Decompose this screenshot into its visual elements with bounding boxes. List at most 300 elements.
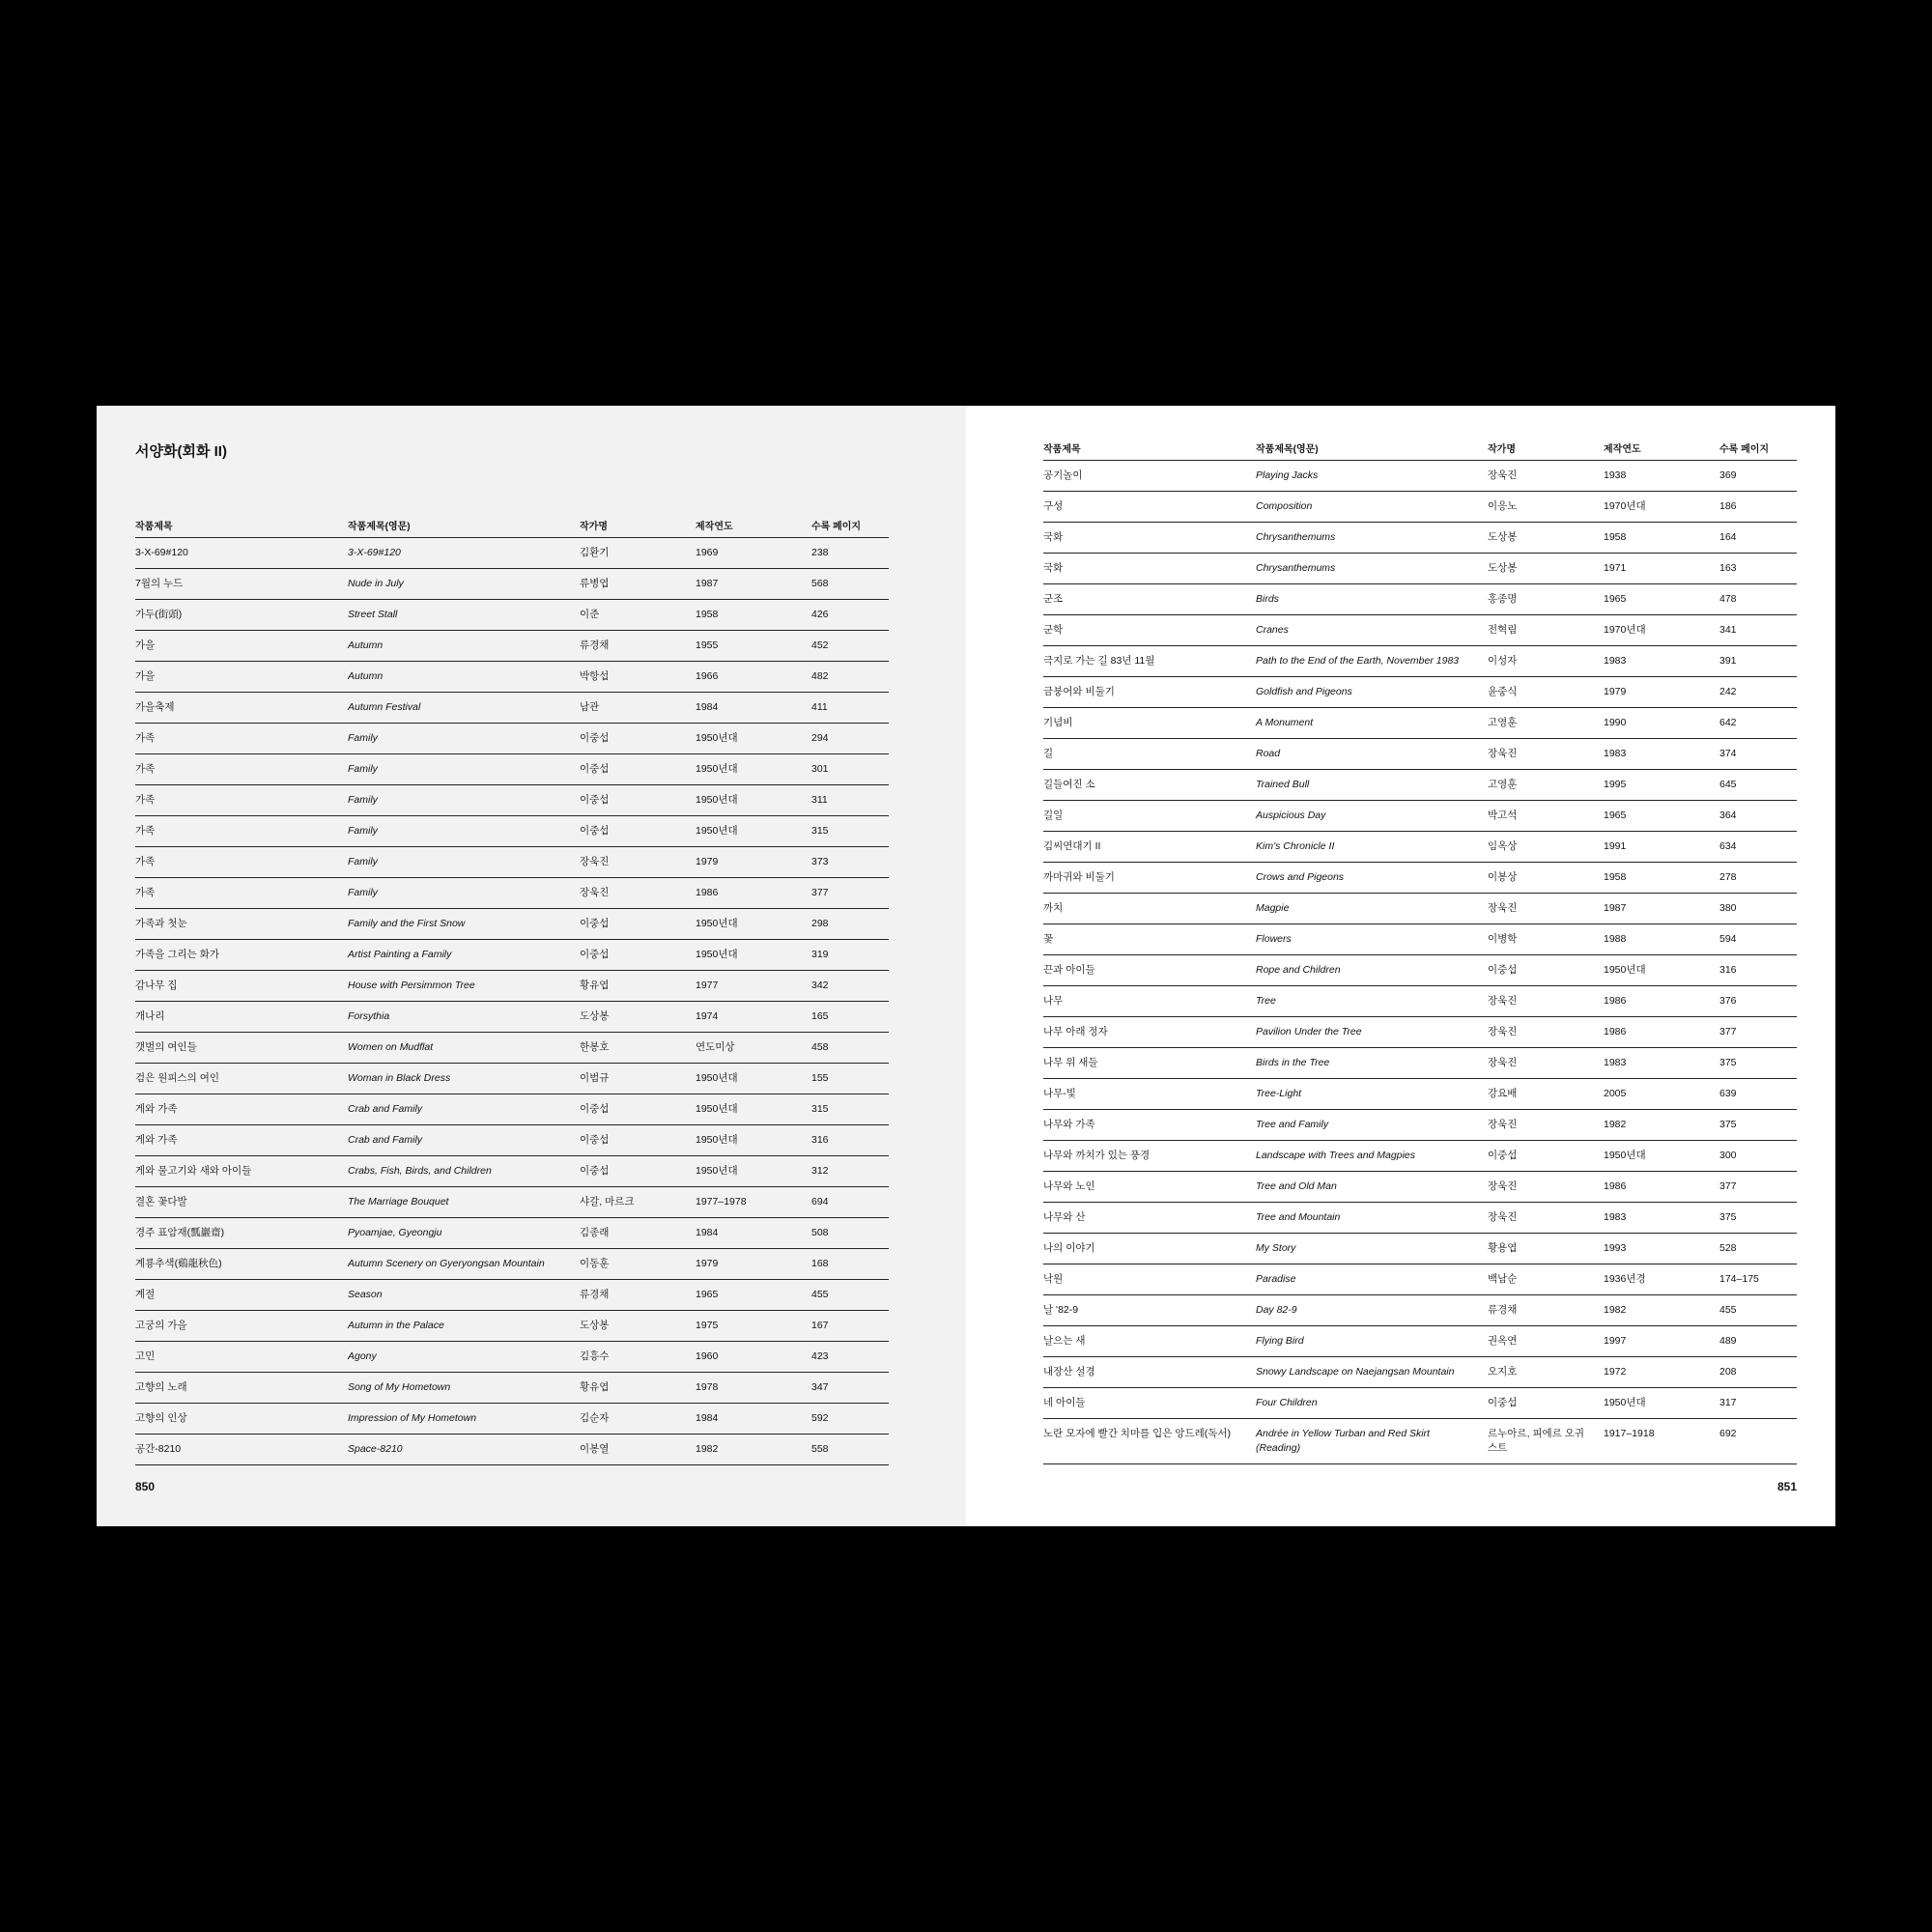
title-ko-cell: 나무 위 새들 [1043,1048,1256,1079]
title-en-cell: Nude in July [348,569,580,600]
table-row [135,1342,889,1373]
page-cell: 167 [811,1311,889,1342]
page-cell: 278 [1719,863,1797,894]
artist-cell: 이중섭 [1488,955,1604,986]
title-en-cell: Street Stall [348,600,580,631]
table-row [135,1156,889,1187]
table-row [1043,1357,1797,1388]
section-title: 서양화(회화 II) [135,443,227,460]
title-en-cell: Goldfish and Pigeons [1256,677,1488,708]
table-body-right [1043,461,1797,1464]
table-row [1043,1048,1797,1079]
year-cell: 1969 [696,538,811,569]
artist-cell: 김흥수 [580,1342,696,1373]
title-ko-cell: 길 [1043,739,1256,770]
year-cell: 1950년대 [696,754,811,785]
page-cell: 645 [1719,770,1797,801]
artist-cell: 류경채 [580,631,696,662]
artist-cell: 장욱진 [1488,894,1604,924]
page-cell: 426 [811,600,889,631]
artist-cell: 장욱진 [580,847,696,878]
artist-cell: 김환기 [580,538,696,569]
artist-cell: 고영훈 [1488,708,1604,739]
table-row [1043,1388,1797,1419]
title-ko-cell: 가족을 그리는 화가 [135,940,348,971]
page-cell: 452 [811,631,889,662]
artist-cell: 도상봉 [1488,523,1604,554]
year-cell: 1970년대 [1604,492,1719,523]
artist-cell: 도상봉 [1488,554,1604,584]
artist-cell: 전혁림 [1488,615,1604,646]
table-row [1043,492,1797,523]
table-row [135,847,889,878]
page-cell: 164 [1719,523,1797,554]
year-cell: 1958 [1604,863,1719,894]
table-row [135,600,889,631]
page-number-left: 850 [135,1480,156,1493]
year-cell: 1979 [696,1249,811,1280]
header-title-ko: 작품제목 [1043,435,1256,461]
page-cell: 315 [811,1094,889,1125]
page-cell: 155 [811,1064,889,1094]
header-page: 수록 페이지 [1719,435,1797,461]
title-ko-cell: 게와 가족 [135,1125,348,1156]
artist-cell: 장욱진 [580,878,696,909]
artist-cell: 이중섭 [580,909,696,940]
title-ko-cell: 나무 [1043,986,1256,1017]
page-cell: 568 [811,569,889,600]
artist-cell: 이중섭 [580,940,696,971]
title-ko-cell: 검은 원피스의 여인 [135,1064,348,1094]
table-row [1043,646,1797,677]
title-en-cell: Autumn [348,631,580,662]
year-cell: 1986 [1604,1017,1719,1048]
title-ko-cell: 가족 [135,816,348,847]
artist-cell: 이중섭 [580,1125,696,1156]
title-en-cell: Crabs, Fish, Birds, and Children [348,1156,580,1187]
page-cell: 341 [1719,615,1797,646]
table-row [135,754,889,785]
artist-cell: 강요배 [1488,1079,1604,1110]
artist-cell: 남관 [580,693,696,724]
year-cell: 1950년대 [696,724,811,754]
title-ko-cell: 경주 표암재(瓢巖齋) [135,1218,348,1249]
year-cell: 1950년대 [696,785,811,816]
artist-cell: 이중섭 [1488,1141,1604,1172]
title-ko-cell: 구성 [1043,492,1256,523]
year-cell: 1965 [696,1280,811,1311]
table-row [1043,461,1797,492]
title-en-cell: Space-8210 [348,1435,580,1465]
title-ko-cell: 고궁의 가을 [135,1311,348,1342]
page-cell: 528 [1719,1234,1797,1264]
title-en-cell: Andrée in Yellow Turban and Red Skirt (Reading) [1256,1419,1488,1464]
table-row [1043,894,1797,924]
table-body-left [135,538,889,1465]
page-cell: 634 [1719,832,1797,863]
page-cell: 375 [1719,1048,1797,1079]
artist-cell: 샤갈, 마르크 [580,1187,696,1218]
title-en-cell: Forsythia [348,1002,580,1033]
title-ko-cell: 노란 모자에 빨간 치마를 입은 앙드레(독서) [1043,1419,1256,1464]
artist-cell: 이중섭 [580,754,696,785]
title-en-cell: Family [348,847,580,878]
year-cell: 1972 [1604,1357,1719,1388]
title-ko-cell: 계절 [135,1280,348,1311]
title-ko-cell: 가을 [135,631,348,662]
title-ko-cell: 군조 [1043,584,1256,615]
artist-cell: 장욱진 [1488,461,1604,492]
title-en-cell: Pyoamjae, Gyeongju [348,1218,580,1249]
title-en-cell: Family [348,785,580,816]
title-en-cell: Playing Jacks [1256,461,1488,492]
title-en-cell: Kim's Chronicle II [1256,832,1488,863]
page-cell: 316 [811,1125,889,1156]
artist-cell: 류병엽 [580,569,696,600]
year-cell: 1986 [696,878,811,909]
artwork-index-table-right [1043,435,1797,1464]
page-cell: 391 [1719,646,1797,677]
page-cell: 694 [811,1187,889,1218]
title-ko-cell: 기념비 [1043,708,1256,739]
title-ko-cell: 날으는 새 [1043,1326,1256,1357]
table-row [1043,863,1797,894]
page-cell: 165 [811,1002,889,1033]
year-cell: 1987 [696,569,811,600]
table-row [1043,1203,1797,1234]
page-cell: 373 [811,847,889,878]
title-ko-cell: 내장산 설경 [1043,1357,1256,1388]
page-cell: 238 [811,538,889,569]
year-cell: 1990 [1604,708,1719,739]
year-cell: 1984 [696,1404,811,1435]
artist-cell: 윤중식 [1488,677,1604,708]
header-title-en: 작품제목(영문) [348,512,580,538]
page-cell: 317 [1719,1388,1797,1419]
title-en-cell: Woman in Black Dress [348,1064,580,1094]
table-row [1043,1234,1797,1264]
year-cell: 연도미상 [696,1033,811,1064]
page-number-right: 851 [1776,1480,1797,1493]
year-cell: 1995 [1604,770,1719,801]
artwork-index-table-left [135,512,889,1465]
title-en-cell: Road [1256,739,1488,770]
page-cell: 458 [811,1033,889,1064]
table-row [1043,1295,1797,1326]
year-cell: 1936년경 [1604,1264,1719,1295]
table-row [1043,1326,1797,1357]
table-row [1043,770,1797,801]
title-ko-cell: 감나무 집 [135,971,348,1002]
artist-cell: 장욱진 [1488,986,1604,1017]
title-en-cell: Chrysanthemums [1256,554,1488,584]
page-cell: 592 [811,1404,889,1435]
page-cell: 300 [1719,1141,1797,1172]
year-cell: 1986 [1604,1172,1719,1203]
year-cell: 1958 [1604,523,1719,554]
year-cell: 1991 [1604,832,1719,863]
page-cell: 692 [1719,1419,1797,1464]
artist-cell: 장욱진 [1488,1203,1604,1234]
title-en-cell: A Monument [1256,708,1488,739]
page-cell: 508 [811,1218,889,1249]
page-cell: 375 [1719,1203,1797,1234]
table-row [1043,739,1797,770]
table-row [1043,1172,1797,1203]
table-row [135,878,889,909]
table-row [135,1435,889,1465]
year-cell: 1987 [1604,894,1719,924]
artist-cell: 장욱진 [1488,1172,1604,1203]
table-row [1043,955,1797,986]
title-en-cell: Family and the First Snow [348,909,580,940]
artist-cell: 이성자 [1488,646,1604,677]
table-row [1043,615,1797,646]
title-en-cell: Song of My Hometown [348,1373,580,1404]
title-ko-cell: 나무와 노인 [1043,1172,1256,1203]
table-row [1043,708,1797,739]
year-cell: 1965 [1604,801,1719,832]
title-ko-cell: 가족 [135,724,348,754]
page-cell: 364 [1719,801,1797,832]
year-cell: 2005 [1604,1079,1719,1110]
table-row [135,940,889,971]
artist-cell: 한봉호 [580,1033,696,1064]
table-row [1043,1017,1797,1048]
title-en-cell: Tree and Old Man [1256,1172,1488,1203]
year-cell: 1950년대 [1604,1141,1719,1172]
artist-cell: 이봉열 [580,1435,696,1465]
year-cell: 1958 [696,600,811,631]
table-header-row [1043,435,1797,461]
year-cell: 1983 [1604,1203,1719,1234]
year-cell: 1950년대 [696,816,811,847]
title-en-cell: Pavilion Under the Tree [1256,1017,1488,1048]
title-en-cell: Artist Painting a Family [348,940,580,971]
year-cell: 1977–1978 [696,1187,811,1218]
title-ko-cell: 끈과 아이들 [1043,955,1256,986]
artist-cell: 김순자 [580,1404,696,1435]
table-row [135,662,889,693]
page-cell: 594 [1719,924,1797,955]
artist-cell: 백남순 [1488,1264,1604,1295]
artist-cell: 르누아르, 피에르 오귀스트 [1488,1419,1604,1464]
title-en-cell: Season [348,1280,580,1311]
year-cell: 1979 [696,847,811,878]
artist-cell: 이중섭 [580,785,696,816]
year-cell: 1983 [1604,739,1719,770]
artist-cell: 장욱진 [1488,1017,1604,1048]
page-cell: 294 [811,724,889,754]
artist-cell: 이범규 [580,1064,696,1094]
artist-cell: 이중섭 [580,1094,696,1125]
page-cell: 163 [1719,554,1797,584]
artist-cell: 임옥상 [1488,832,1604,863]
title-ko-cell: 가족 [135,754,348,785]
title-ko-cell: 게와 물고기와 새와 아이들 [135,1156,348,1187]
title-ko-cell: 게와 가족 [135,1094,348,1125]
artist-cell: 오지호 [1488,1357,1604,1388]
table-row [1043,1079,1797,1110]
title-ko-cell: 네 아이들 [1043,1388,1256,1419]
artist-cell: 황용엽 [1488,1234,1604,1264]
title-en-cell: Flying Bird [1256,1326,1488,1357]
header-title-ko: 작품제목 [135,512,348,538]
table-row [135,1280,889,1311]
table-row [135,1033,889,1064]
title-ko-cell: 나무와 가족 [1043,1110,1256,1141]
table-row [135,1373,889,1404]
title-en-cell: Landscape with Trees and Magpies [1256,1141,1488,1172]
header-year: 제작연도 [1604,435,1719,461]
title-en-cell: Composition [1256,492,1488,523]
title-en-cell: Tree-Light [1256,1079,1488,1110]
year-cell: 1983 [1604,1048,1719,1079]
year-cell: 1965 [1604,584,1719,615]
page-cell: 377 [1719,1172,1797,1203]
year-cell: 1993 [1604,1234,1719,1264]
title-en-cell: Autumn in the Palace [348,1311,580,1342]
title-ko-cell: 나무와 산 [1043,1203,1256,1234]
artist-cell: 이동훈 [580,1249,696,1280]
title-en-cell: Family [348,816,580,847]
title-ko-cell: 3-X-69#120 [135,538,348,569]
page-cell: 377 [811,878,889,909]
artist-cell: 권옥연 [1488,1326,1604,1357]
title-en-cell: Paradise [1256,1264,1488,1295]
artist-cell: 이중섭 [580,724,696,754]
year-cell: 1986 [1604,986,1719,1017]
title-ko-cell: 가을축제 [135,693,348,724]
header-page: 수록 페이지 [811,512,889,538]
page-cell: 369 [1719,461,1797,492]
title-en-cell: The Marriage Bouquet [348,1187,580,1218]
page-cell: 242 [1719,677,1797,708]
year-cell: 1984 [696,1218,811,1249]
title-ko-cell: 결혼 꽃다발 [135,1187,348,1218]
page-cell: 455 [811,1280,889,1311]
table-row [135,1218,889,1249]
artist-cell: 황유엽 [580,1373,696,1404]
table-row [135,1249,889,1280]
year-cell: 1979 [1604,677,1719,708]
year-cell: 1974 [696,1002,811,1033]
header-artist: 작가명 [580,512,696,538]
artist-cell: 류경채 [580,1280,696,1311]
artist-cell: 도상봉 [580,1002,696,1033]
year-cell: 1955 [696,631,811,662]
table-row [135,971,889,1002]
title-en-cell: Family [348,878,580,909]
title-ko-cell: 가족 [135,785,348,816]
artist-cell: 황유엽 [580,971,696,1002]
title-en-cell: Snowy Landscape on Naejangsan Mountain [1256,1357,1488,1388]
year-cell: 1982 [696,1435,811,1465]
artist-cell: 김종래 [580,1218,696,1249]
title-en-cell: Day 82-9 [1256,1295,1488,1326]
title-ko-cell: 계룡추색(鷄龍秋色) [135,1249,348,1280]
artist-cell: 장욱진 [1488,739,1604,770]
title-ko-cell: 극지로 가는 길 83년 11월 [1043,646,1256,677]
artist-cell: 이병학 [1488,924,1604,955]
artist-cell: 도상봉 [580,1311,696,1342]
title-en-cell: 3-X-69#120 [348,538,580,569]
table-row [135,631,889,662]
table-row [1043,1110,1797,1141]
title-ko-cell: 개나리 [135,1002,348,1033]
page-cell: 377 [1719,1017,1797,1048]
title-ko-cell: 공간-8210 [135,1435,348,1465]
artist-cell: 박항섭 [580,662,696,693]
year-cell: 1938 [1604,461,1719,492]
year-cell: 1988 [1604,924,1719,955]
artist-cell: 박고석 [1488,801,1604,832]
artist-cell: 이중섭 [580,816,696,847]
year-cell: 1984 [696,693,811,724]
title-en-cell: Birds in the Tree [1256,1048,1488,1079]
title-en-cell: Path to the End of the Earth, November 1983 [1256,646,1488,677]
title-ko-cell: 가족과 첫눈 [135,909,348,940]
table-row [135,1094,889,1125]
table-row [135,1187,889,1218]
table-row [1043,1264,1797,1295]
artist-cell: 장욱진 [1488,1048,1604,1079]
year-cell: 1917–1918 [1604,1419,1719,1464]
table-header-row [135,512,889,538]
title-en-cell: Tree [1256,986,1488,1017]
year-cell: 1982 [1604,1110,1719,1141]
page-cell: 642 [1719,708,1797,739]
title-ko-cell: 고향의 인상 [135,1404,348,1435]
page-cell: 316 [1719,955,1797,986]
year-cell: 1997 [1604,1326,1719,1357]
table-row [135,1125,889,1156]
year-cell: 1950년대 [1604,1388,1719,1419]
year-cell: 1950년대 [696,1064,811,1094]
year-cell: 1950년대 [696,1125,811,1156]
table-row [135,724,889,754]
page-cell: 478 [1719,584,1797,615]
title-en-cell: Autumn Festival [348,693,580,724]
table-row [1043,523,1797,554]
title-en-cell: Magpie [1256,894,1488,924]
title-ko-cell: 길일 [1043,801,1256,832]
artist-cell: 이중섭 [580,1156,696,1187]
page-cell: 455 [1719,1295,1797,1326]
title-en-cell: Cranes [1256,615,1488,646]
title-ko-cell: 국화 [1043,523,1256,554]
title-ko-cell: 나무 아래 정자 [1043,1017,1256,1048]
table-row [135,785,889,816]
table-row [135,538,889,569]
title-en-cell: Tree and Mountain [1256,1203,1488,1234]
title-en-cell: Agony [348,1342,580,1373]
title-ko-cell: 나무-빛 [1043,1079,1256,1110]
page-cell: 174–175 [1719,1264,1797,1295]
title-ko-cell: 길들여진 소 [1043,770,1256,801]
year-cell: 1950년대 [696,1094,811,1125]
header-artist: 작가명 [1488,435,1604,461]
artist-cell: 이봉상 [1488,863,1604,894]
table-row [135,1002,889,1033]
title-ko-cell: 가족 [135,878,348,909]
table-row [1043,677,1797,708]
title-en-cell: Four Children [1256,1388,1488,1419]
table-row [135,1064,889,1094]
year-cell: 1950년대 [1604,955,1719,986]
table-row [1043,801,1797,832]
title-ko-cell: 가두(街頭) [135,600,348,631]
